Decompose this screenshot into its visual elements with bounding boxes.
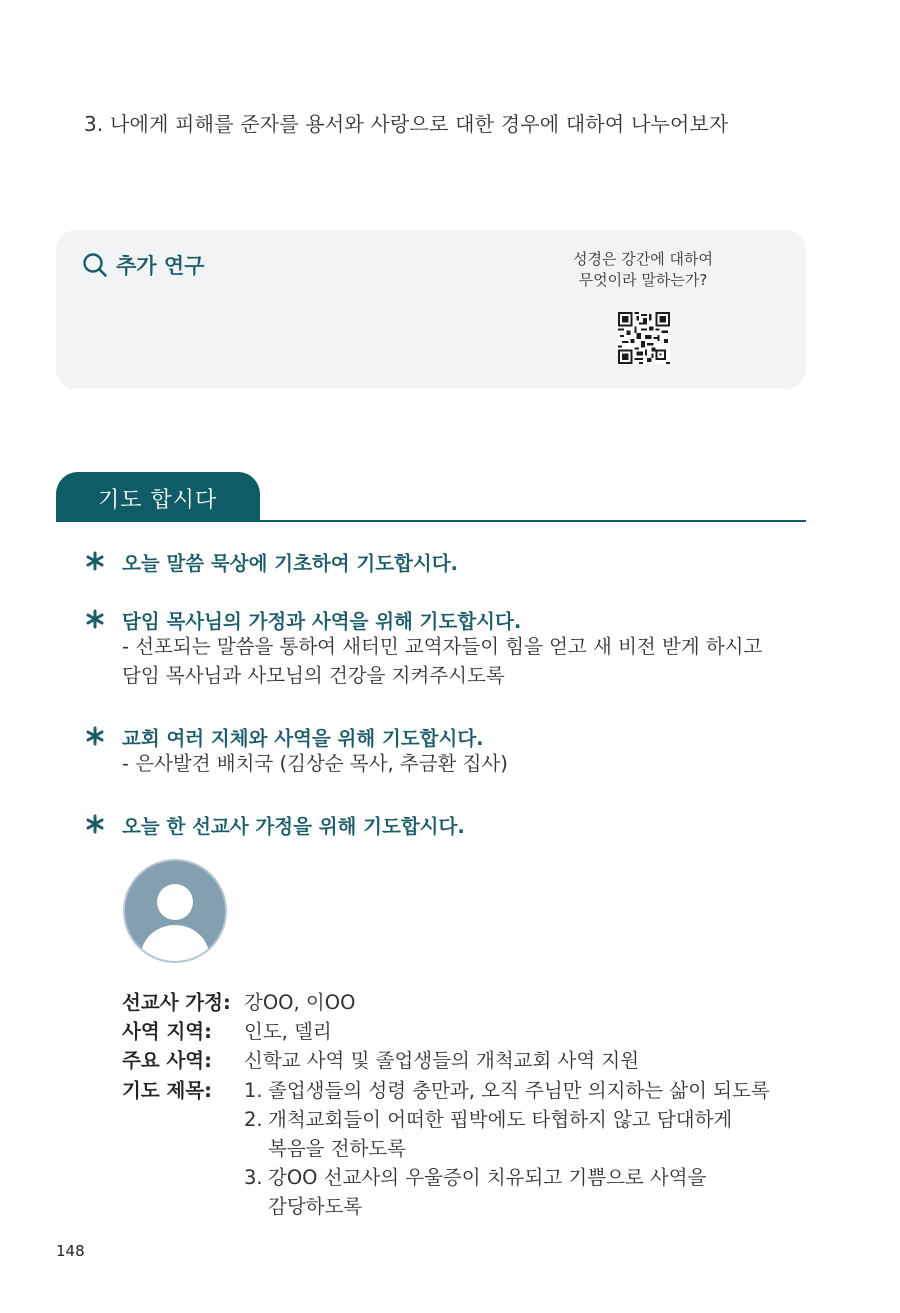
prayer-topic xyxy=(244,1163,770,1192)
prayer-section-title: 기도 합시다 xyxy=(98,488,218,513)
prayer-item-detail: - 선포되는 말씀을 통하여 새터민 교역자들이 힘을 얻고 새 비전 받게 하시고 xyxy=(122,635,763,658)
prayer-topic-number: 1. xyxy=(244,1078,263,1102)
additional-study-label: 추가 연구 xyxy=(116,254,205,278)
missionary-ministry-label: 주요 사역: xyxy=(122,1049,212,1073)
prayer-topic xyxy=(244,1105,770,1134)
study-question xyxy=(536,249,750,291)
missionary-ministry-row xyxy=(122,1046,770,1075)
additional-study-title xyxy=(82,250,204,280)
user-avatar-icon xyxy=(123,859,227,963)
prayer-topic-text: 졸업생들의 성령 충만과, 오직 주님만 의지하는 삶이 되도록 xyxy=(268,1078,770,1102)
additional-study-box xyxy=(56,230,806,389)
missionary-region-row xyxy=(122,1017,770,1046)
asterisk-bullet-icon xyxy=(84,550,106,572)
prayer-topic-number: 3. xyxy=(244,1166,263,1190)
prayer-item-heading: 담임 목사님의 가정과 사역을 위해 기도합시다. xyxy=(122,610,522,633)
missionary-family-row xyxy=(122,988,770,1017)
page-number: 148 xyxy=(56,1242,85,1260)
qr-code-icon[interactable] xyxy=(618,312,670,364)
prayer-topic-text: 강OO 선교사의 우울증이 치유되고 기쁨으로 사역을 xyxy=(268,1166,707,1190)
discussion-question-3: 3. 나에게 피해를 준자를 용서와 사랑으로 대한 경우에 대하여 나누어보자 xyxy=(84,112,729,136)
prayer-section-divider xyxy=(56,520,806,522)
prayer-topic-text: 개척교회들이 어떠한 핍박에도 타협하지 않고 담대하게 xyxy=(268,1107,733,1131)
prayer-topics-label: 기도 제목: xyxy=(122,1078,212,1102)
missionary-family-label: 선교사 가정: xyxy=(122,991,231,1014)
study-question-line2: 무엇이라 말하는가? xyxy=(578,271,708,289)
prayer-item-heading: 오늘 한 선교사 가정을 위해 기도합시다. xyxy=(122,815,465,838)
prayer-topic-continuation: 감당하도록 xyxy=(268,1195,363,1219)
missionary-family-value: 강OO, 이OO xyxy=(244,991,356,1014)
study-question-line1: 성경은 강간에 대하여 xyxy=(573,250,713,268)
prayer-section-tab xyxy=(56,472,260,522)
prayer-topic xyxy=(244,1076,770,1105)
search-icon xyxy=(82,252,108,278)
missionary-region-value: 인도, 델리 xyxy=(244,1020,332,1044)
asterisk-bullet-icon xyxy=(84,813,106,835)
missionary-region-label: 사역 지역: xyxy=(122,1020,212,1044)
missionary-ministry-value: 신학교 사역 및 졸업생들의 개척교회 사역 지원 xyxy=(244,1049,640,1073)
prayer-topic-number: 2. xyxy=(244,1107,263,1131)
asterisk-bullet-icon xyxy=(84,608,106,630)
prayer-item-detail: 담임 목사님과 사모님의 건강을 지켜주시도록 xyxy=(122,664,505,687)
prayer-topic-continuation: 복음을 전하도록 xyxy=(268,1137,407,1161)
prayer-topics-row xyxy=(122,1076,770,1222)
prayer-item-heading: 오늘 말씀 묵상에 기초하여 기도합시다. xyxy=(122,552,458,575)
prayer-item-detail: - 은사발견 배치국 (김상순 목사, 추금환 집사) xyxy=(122,752,508,775)
missionary-info xyxy=(122,988,770,1222)
prayer-item-heading: 교회 여러 지체와 사역을 위해 기도합시다. xyxy=(122,727,484,750)
prayer-topics-list xyxy=(244,1076,770,1222)
asterisk-bullet-icon xyxy=(84,725,106,747)
